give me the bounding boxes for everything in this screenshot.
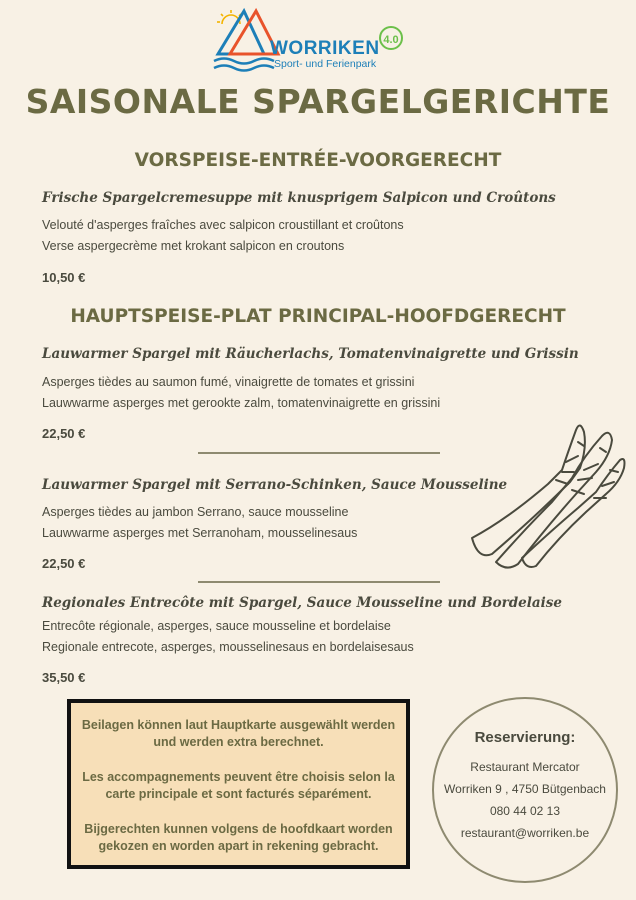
note-nl: Bijgerechten kunnen volgens de hoofdkaart worden gekozen en worden apart in rekening gebracht. (84, 822, 393, 853)
page-title: SAISONALE SPARGELGERICHTE (25, 82, 611, 121)
restaurant-email[interactable]: restaurant@worriken.be (460, 826, 590, 840)
reservation-title: Reservierung: (474, 729, 576, 746)
note-fr: Les accompagnements peuvent être choisis selon la carte principale et sont facturés séparément. (82, 770, 395, 801)
restaurant-phone[interactable]: 080 44 02 13 (489, 804, 561, 818)
dish-price: 22,50 € (42, 426, 86, 441)
divider (198, 581, 440, 583)
section-heading-main: HAUPTSPEISE-PLAT PRINCIPAL-HOOFDGERECHT (70, 306, 566, 327)
dish-title: Frische Spargelcremesuppe mit knusprigem Salpicon und Croûtons (42, 190, 556, 206)
dish-title: Lauwarmer Spargel mit Räucherlachs, Tomatenvinaigrette und Grissin (42, 346, 579, 362)
dish-description-fr: Asperges tièdes au jambon Serrano, sauce mousseline (42, 505, 349, 519)
logo-name: WORRIKEN (270, 38, 380, 59)
note-de: Beilagen können laut Hauptkarte ausgewählt werden und werden extra berechnet. (81, 718, 396, 749)
dish-title: Regionales Entrecôte mit Spargel, Sauce Mousseline und Bordelaise (42, 595, 562, 611)
dish-description-nl: Regionale entrecote, asperges, mousselinesaus en bordelaisesaus (42, 640, 414, 654)
dish-price: 35,50 € (42, 670, 86, 685)
reservation-info (432, 697, 618, 883)
dish-price: 22,50 € (42, 556, 86, 571)
divider (198, 452, 440, 454)
restaurant-address: Worriken 9 , 4750 Bütgenbach (444, 782, 606, 796)
dish-description-nl: Lauwwarme asperges met Serranoham, mousselinesaus (42, 526, 358, 540)
logo-subtitle: Sport- und Ferienpark (274, 58, 377, 70)
section-heading-starter: VORSPEISE-ENTRÉE-VOORGERECHT (134, 150, 502, 171)
dish-description-nl: Verse aspergecrème met krokant salpicon en croutons (42, 239, 345, 253)
dish-description-fr: Velouté d'asperges fraîches avec salpicon croustillant et croûtons (42, 218, 404, 232)
dish-title: Lauwarmer Spargel mit Serrano-Schinken, Sauce Mousseline (42, 477, 508, 493)
restaurant-name: Restaurant Mercator (470, 760, 580, 774)
dish-price: 10,50 € (42, 270, 86, 285)
dish-description-fr: Entrecôte régionale, asperges, sauce mousseline et bordelaise (42, 619, 391, 633)
side-dishes-note (67, 699, 410, 869)
dish-description-nl: Lauwwarme asperges met gerookte zalm, tomatenvinaigrette en grissini (42, 396, 441, 410)
asparagus-illustration-icon (466, 412, 626, 572)
logo-badge: 4.0 (379, 26, 403, 50)
dish-description-fr: Asperges tièdes au saumon fumé, vinaigrette de tomates et grissini (42, 375, 415, 389)
